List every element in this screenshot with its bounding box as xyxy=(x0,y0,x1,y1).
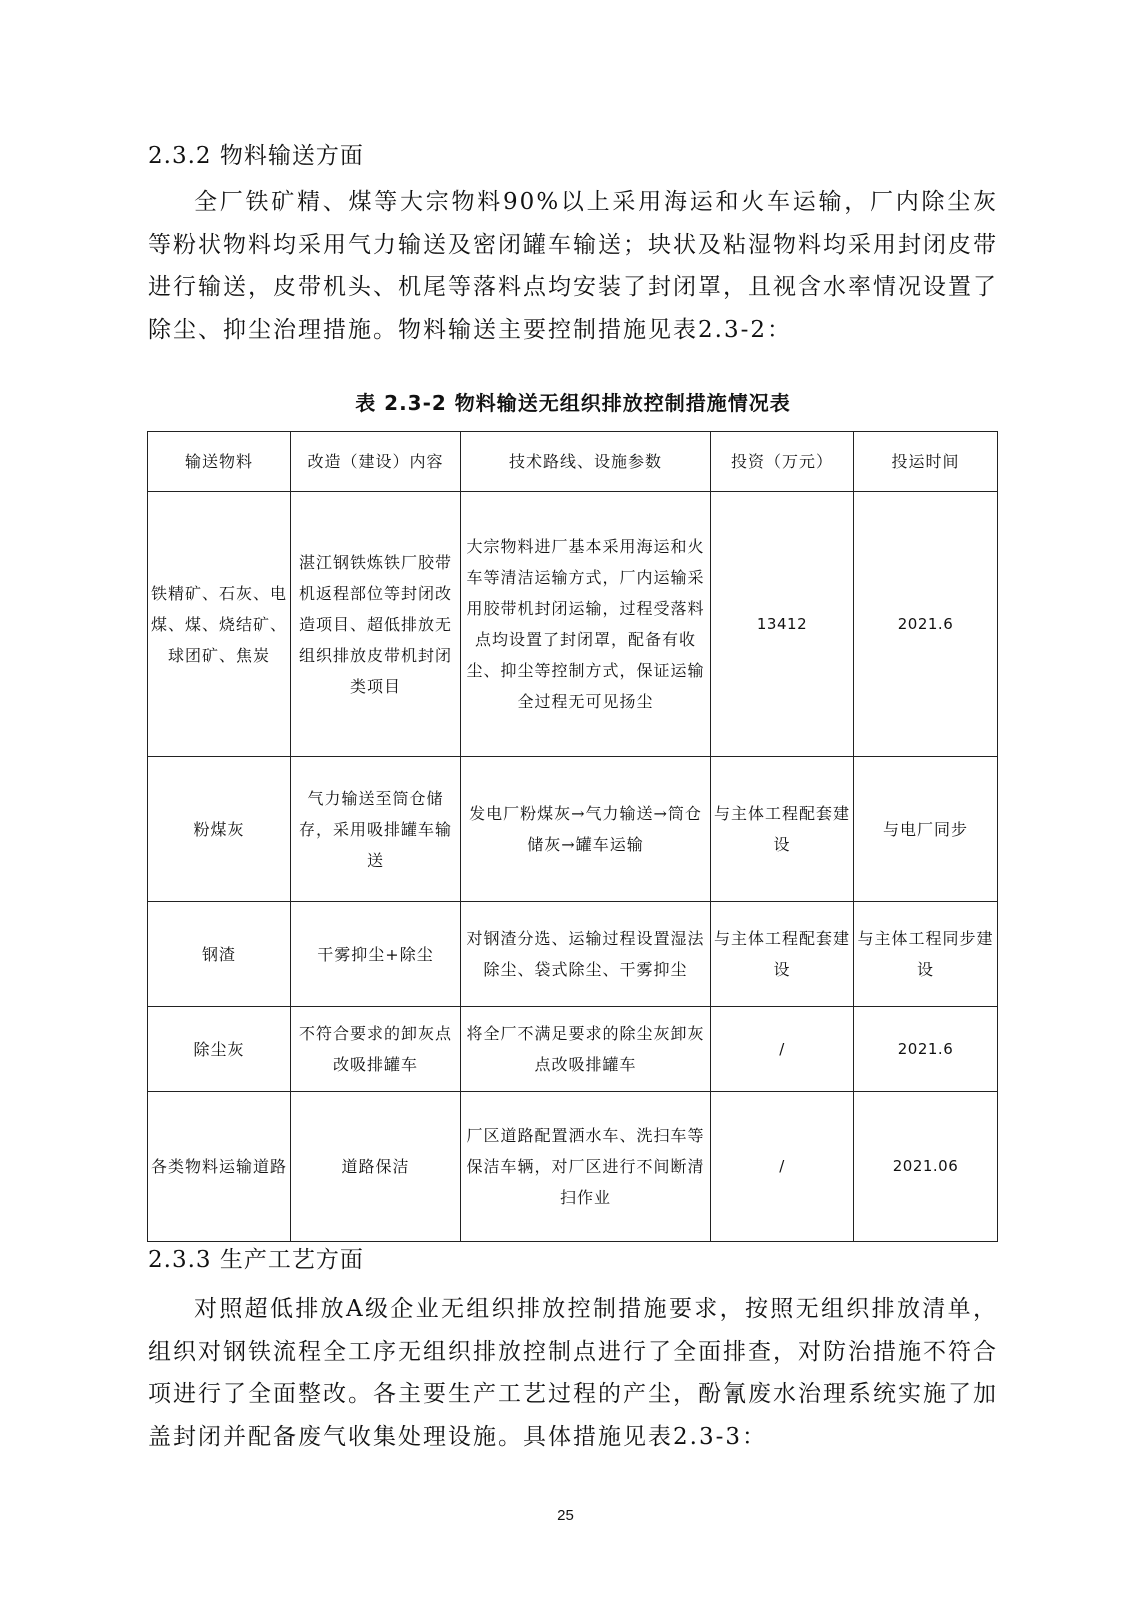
table-row xyxy=(148,757,998,902)
cell-time: 2021.6 xyxy=(854,492,998,757)
cell-content: 不符合要求的卸灰点改吸排罐车 xyxy=(291,1007,461,1092)
cell-investment: 与主体工程配套建设 xyxy=(711,757,854,902)
cell-technology: 对钢渣分选、运输过程设置湿法除尘、袋式除尘、干雾抑尘 xyxy=(461,902,711,1007)
cell-time: 2021.6 xyxy=(854,1007,998,1092)
table-row xyxy=(148,902,998,1007)
section-2-3-2-paragraph xyxy=(148,181,998,351)
cell-technology: 大宗物料进厂基本采用海运和火车等清洁运输方式，厂内运输采用胶带机封闭运输，过程受落料点均设置了封闭罩，配备有收尘、抑尘等控制方式，保证运输全过程无可见扬尘 xyxy=(461,492,711,757)
cell-time: 2021.06 xyxy=(854,1092,998,1242)
header-material: 输送物料 xyxy=(148,432,291,492)
cell-technology: 发电厂粉煤灰→气力输送→筒仓储灰→罐车运输 xyxy=(461,757,711,902)
cell-material: 铁精矿、石灰、电煤、煤、烧结矿、球团矿、焦炭 xyxy=(148,492,291,757)
cell-content: 干雾抑尘+除尘 xyxy=(291,902,461,1007)
cell-content: 湛江钢铁炼铁厂胶带机返程部位等封闭改造项目、超低排放无组织排放皮带机封闭类项目 xyxy=(291,492,461,757)
cell-technology: 厂区道路配置洒水车、洗扫车等保洁车辆，对厂区进行不间断清扫作业 xyxy=(461,1092,711,1242)
section-2-3-3-paragraph xyxy=(148,1288,998,1458)
table-header-row xyxy=(148,432,998,492)
header-investment: 投资（万元） xyxy=(711,432,854,492)
cell-time: 与主体工程同步建设 xyxy=(854,902,998,1007)
cell-investment: / xyxy=(711,1007,854,1092)
cell-investment: / xyxy=(711,1092,854,1242)
paragraph-text: 全厂铁矿精、煤等大宗物料90%以上采用海运和火车运输，厂内除尘灰等粉状物料均采用气力输送及密闭罐车输送；块状及粘湿物料均采用封闭皮带进行输送，皮带机头、机尾等落料点均安装了封闭罩，且视含水率情况设置了除尘、抑尘治理措施。物料输送主要控制措施见表2.3-2： xyxy=(148,189,998,343)
header-time: 投运时间 xyxy=(854,432,998,492)
cell-material: 各类物料运输道路 xyxy=(148,1092,291,1242)
material-transport-table xyxy=(147,431,998,1242)
cell-material: 除尘灰 xyxy=(148,1007,291,1092)
cell-time: 与电厂同步 xyxy=(854,757,998,902)
section-heading-2-3-3: 2.3.3 生产工艺方面 xyxy=(148,1247,364,1273)
header-technology: 技术路线、设施参数 xyxy=(461,432,711,492)
paragraph-text: 对照超低排放A级企业无组织排放控制措施要求，按照无组织排放清单，组织对钢铁流程全工序无组织排放控制点进行了全面排查，对防治措施不符合项进行了全面整改。各主要生产工艺过程的产尘，酚氰废水治理系统实施了加盖封闭并配备废气收集处理设施。具体措施见表2.3-3： xyxy=(148,1296,998,1450)
cell-content: 道路保洁 xyxy=(291,1092,461,1242)
table-caption: 表 2.3-2 物料输送无组织排放控制措施情况表 xyxy=(355,391,791,415)
cell-material: 钢渣 xyxy=(148,902,291,1007)
table-row xyxy=(148,492,998,757)
page-number: 25 xyxy=(557,1507,574,1524)
table-row xyxy=(148,1092,998,1242)
header-content: 改造（建设）内容 xyxy=(291,432,461,492)
cell-material: 粉煤灰 xyxy=(148,757,291,902)
section-heading-2-3-2: 2.3.2 物料输送方面 xyxy=(148,143,364,169)
cell-investment: 与主体工程配套建设 xyxy=(711,902,854,1007)
cell-technology: 将全厂不满足要求的除尘灰卸灰点改吸排罐车 xyxy=(461,1007,711,1092)
table-row xyxy=(148,1007,998,1092)
cell-content: 气力输送至筒仓储存，采用吸排罐车输送 xyxy=(291,757,461,902)
cell-investment: 13412 xyxy=(711,492,854,757)
